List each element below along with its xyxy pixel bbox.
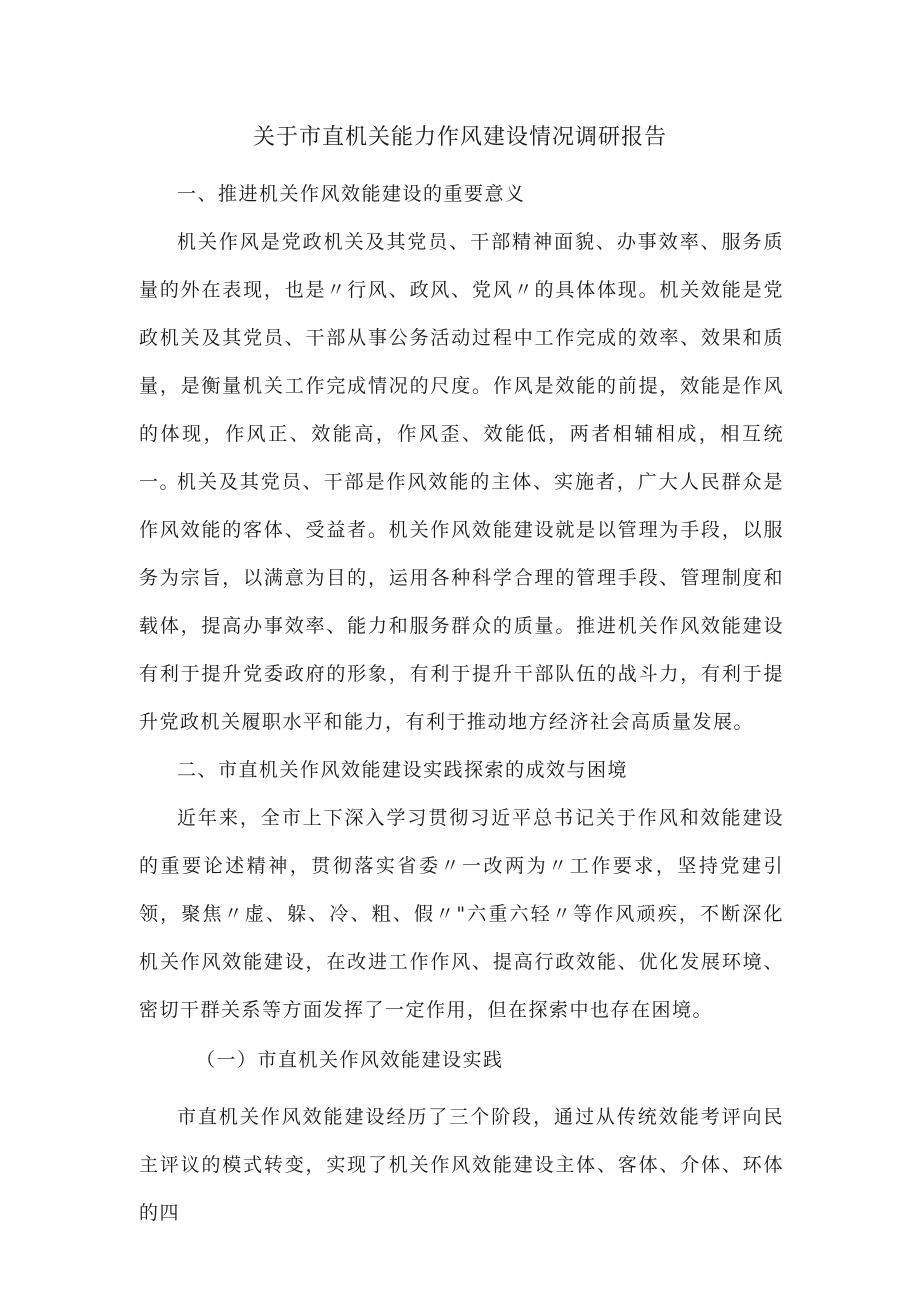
section-heading-1: 一、推进机关作风效能建设的重要意义 (177, 183, 526, 205)
paragraph-4: 市直机关作风效能建设经历了三个阶段，通过从传统效能考评向民主评议的模式转变，实现了机关作风效能建设主体、客体、介体、环体的四 (139, 1106, 784, 1224)
paragraph-2: 机关及其党员、干部是作风效能的主体、实施者，广大人民群众是作风效能的客体、受益者。机关作风效能建设就是以管理为手段，以服务为宗旨，以满意为目的，运用各种科学合理的管理手段、管理制度和载体，提高办事效率、能力和服务群众的质量。推进机关作风效能建设有利于提升党委政府的形象，有利于提升干部队伍的战斗力，有利于提升党政机关履职水平和能力，有利于推动地方经济社会高质量发展。 (139, 471, 784, 733)
paragraph-1: 机关作风是党政机关及其党员、干部精神面貌、办事效率、服务质量的外在表现，也是〃行风、政风、党风〃的具体体现。机关效能是党政机关及其党员、干部从事公务活动过程中工作完成的效率、效果和质量，是衡量机关工作完成情况的尺度。作风是效能的前提，效能是作风的体现，作风正、效能高，作风歪、效能低，两者相辅相成，相互统一。 (139, 231, 784, 493)
section-heading-2: 二、市直机关作风效能建设实践探索的成效与困境 (177, 759, 629, 781)
document-title: 关于市直机关能力作风建设情况调研报告 (252, 125, 667, 150)
subsection-heading-1: （一）市直机关作风效能建设实践 (196, 1049, 504, 1071)
paragraph-3: 近年来，全市上下深入学习贯彻习近平总书记关于作风和效能建设的重要论述精神，贯彻落实省委〃一改两为〃工作要求，坚持党建引领，聚焦〃虚、躲、冷、粗、假〃"六重六轻〃等作风顽疾，不断深化机关作风效能建设，在改进工作作风、提高行政效能、优化发展环境、密切干群关系等方面发挥了一定作用，但在探索中也存在困境。 (139, 807, 784, 1021)
